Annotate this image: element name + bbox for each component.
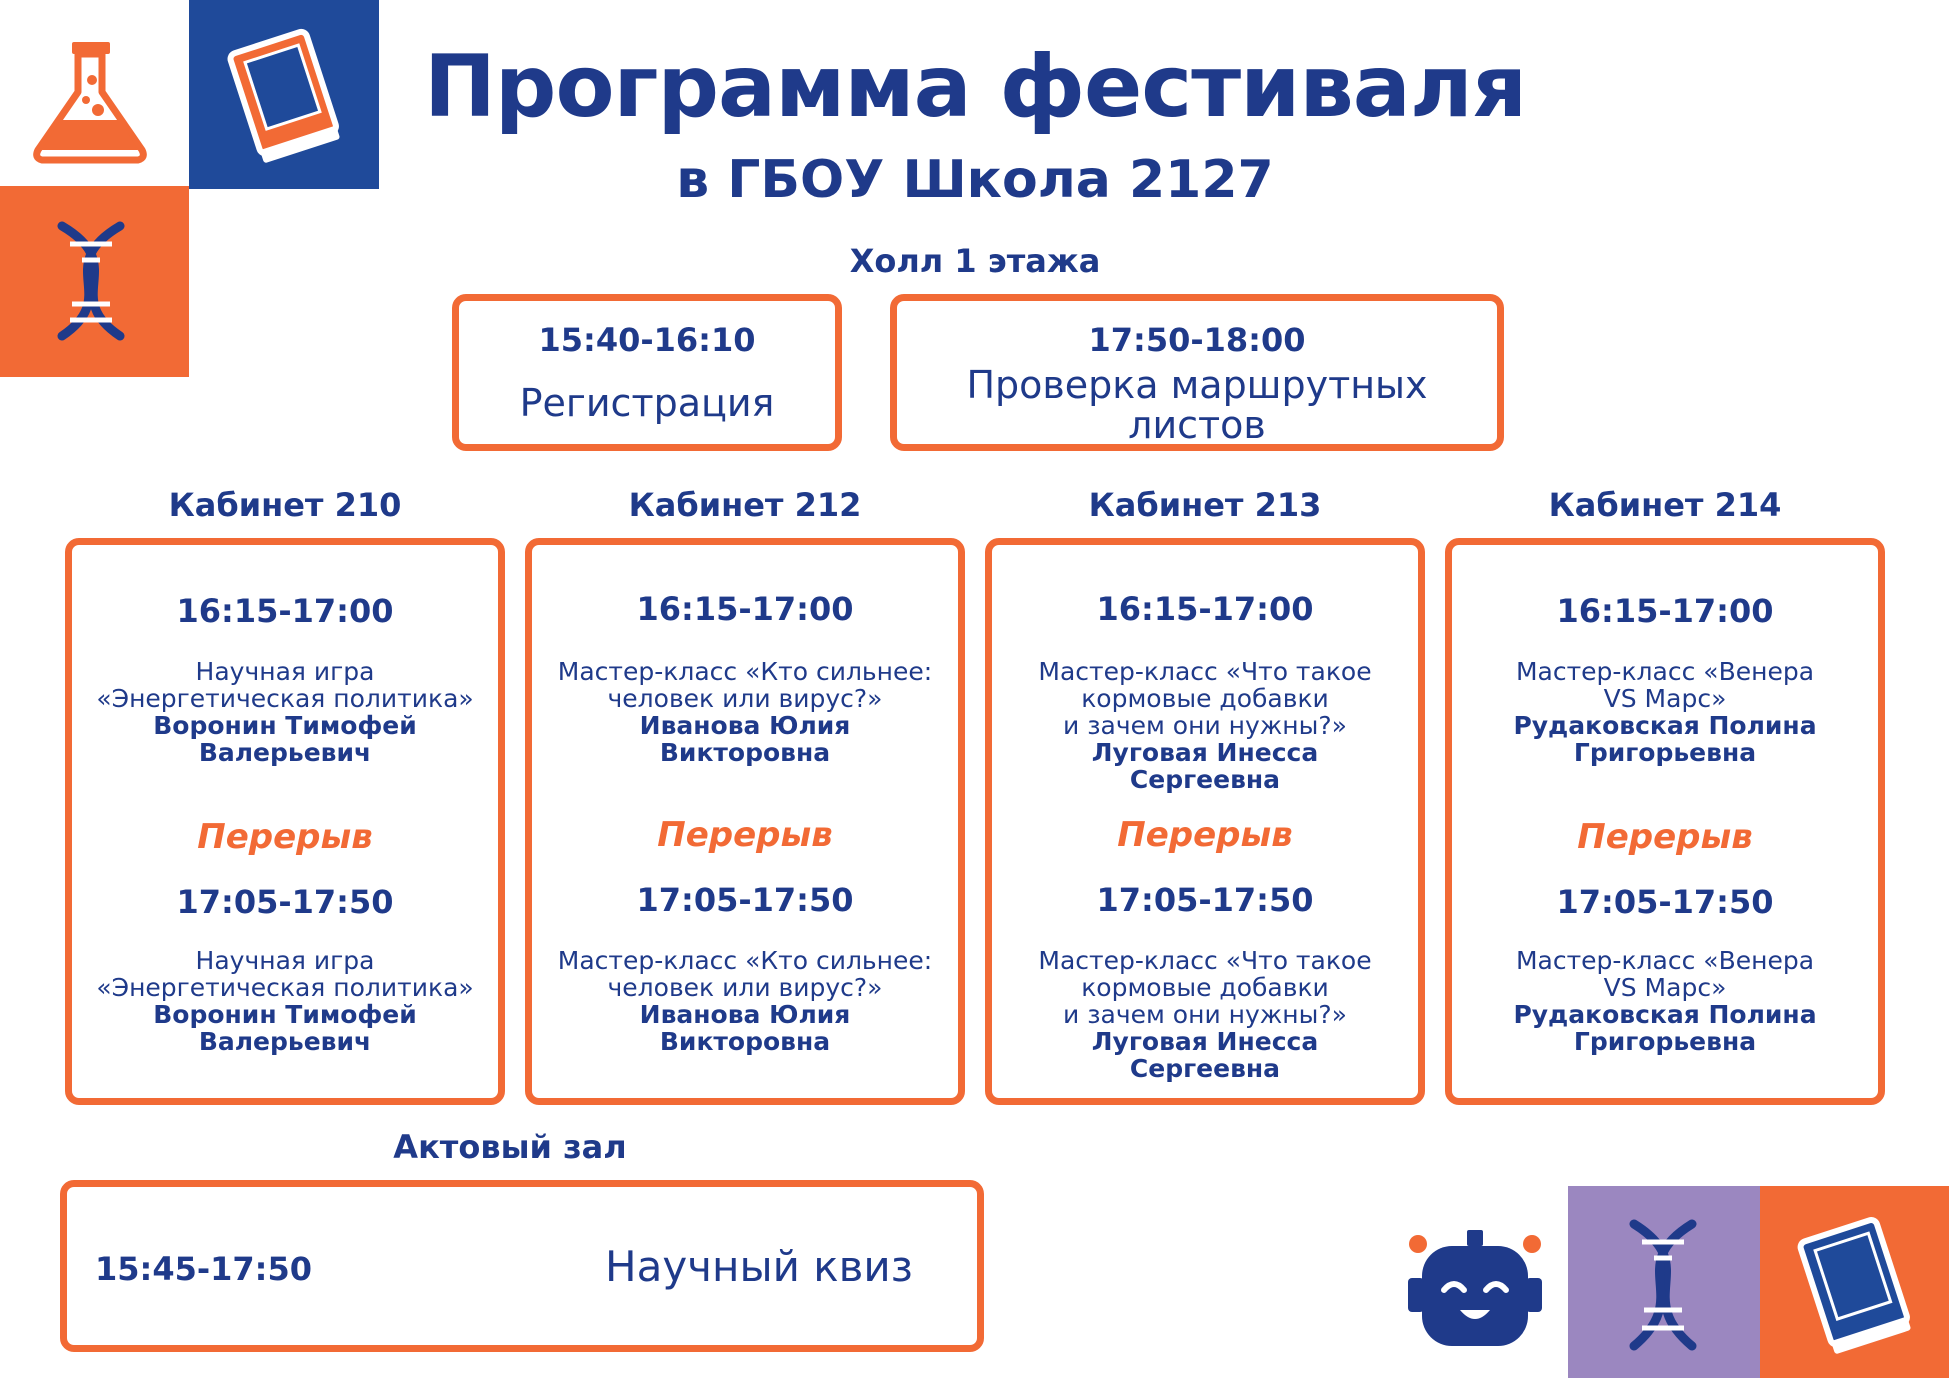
page-subtitle: в ГБОУ Школа 2127 [676,150,1274,210]
session1-desc-line1: Мастер-класс «Что такое [1038,657,1372,686]
session1-name-line1: Воронин Тимофей [153,711,417,740]
page-title: Программа фестиваля [423,37,1527,137]
session1-name-line2: Сергеевна [1129,765,1281,794]
session1-desc-line3: и зачем они нужны?» [1063,711,1347,740]
session2-time: 17:05-17:50 [1556,883,1774,921]
room-card-213 [985,538,1425,1105]
session1-time: 16:15-17:00 [636,590,854,628]
room-label-213: Кабинет 213 [1088,486,1322,524]
session2-name-line2: Валерьевич [198,1027,372,1056]
session1-desc-line2: VS Марс» [1603,684,1727,713]
session2-desc-line2: человек или вирус?» [607,973,883,1002]
session1-desc-line1: Мастер-класс «Кто сильнее: [557,657,933,686]
session1-name-line1: Рудаковская Полина [1513,711,1817,740]
session2-name-line2: Сергеевна [1129,1054,1281,1083]
break-label: Перерыв [1117,815,1293,855]
break-label: Перерыв [197,817,373,857]
session1-name-line1: Иванова Юлия [639,711,851,740]
slot-time: 15:40-16:10 [538,321,756,359]
slot-event: Регистрация [519,381,775,425]
session1-desc-line2: «Энергетическая политика» [96,684,474,713]
room-label-212: Кабинет 212 [628,486,862,524]
room-card-210 [65,538,505,1105]
room-card-214 [1445,538,1885,1105]
session2-time: 17:05-17:50 [1096,881,1314,919]
book-icon [1760,1186,1949,1378]
robot-icon [1382,1186,1568,1378]
slot-event-line2: листов [1128,403,1266,447]
session1-desc-line2: кормовые добавки [1081,684,1329,713]
session2-name-line1: Рудаковская Полина [1513,1000,1817,1029]
session2-desc-line2: «Энергетическая политика» [96,973,474,1002]
session1-name-line1: Луговая Инесса [1091,738,1319,767]
session1-name-line2: Валерьевич [198,738,372,767]
session2-desc-line2: VS Марс» [1603,973,1727,1002]
break-label: Перерыв [657,815,833,855]
session2-desc-line1: Мастер-класс «Венера [1515,946,1815,975]
session1-desc-line2: человек или вирус?» [607,684,883,713]
book-tile-orange [1760,1186,1949,1378]
hall-label: Холл 1 этажа [849,242,1101,280]
book-icon [189,0,379,189]
session2-desc-line1: Научная игра [195,946,375,975]
session1-desc-line1: Мастер-класс «Венера [1515,657,1815,686]
session2-name-line1: Иванова Юлия [639,1000,851,1029]
assembly-event: Научный квиз [605,1242,914,1291]
dna-tile [0,186,189,377]
robot-tile [1382,1186,1568,1378]
session2-name-line2: Викторовна [659,1027,831,1056]
assembly-label: Актовый зал [393,1128,627,1166]
session2-desc-line3: и зачем они нужны?» [1063,1000,1347,1029]
session2-desc-line2: кормовые добавки [1081,973,1329,1002]
break-label: Перерыв [1577,817,1753,857]
session1-name-line2: Григорьевна [1573,738,1757,767]
room-card-212 [525,538,965,1105]
session2-name-line2: Григорьевна [1573,1027,1757,1056]
room-label-214: Кабинет 214 [1548,486,1782,524]
hall-slot-registration [452,294,842,451]
assembly-time: 15:45-17:50 [95,1250,312,1288]
session1-time: 16:15-17:00 [176,592,394,630]
session2-name-line1: Воронин Тимофей [153,1000,417,1029]
session1-time: 16:15-17:00 [1096,590,1314,628]
session2-time: 17:05-17:50 [176,883,394,921]
session1-time: 16:15-17:00 [1556,592,1774,630]
session2-desc-line1: Мастер-класс «Что такое [1038,946,1372,975]
book-tile [189,0,379,189]
dna-icon [0,186,189,377]
session2-desc-line1: Мастер-класс «Кто сильнее: [557,946,933,975]
flask-tile [0,0,189,186]
session2-name-line1: Луговая Инесса [1091,1027,1319,1056]
room-label-210: Кабинет 210 [168,486,402,524]
session1-name-line2: Викторовна [659,738,831,767]
dna-icon [1568,1186,1760,1378]
session1-desc-line1: Научная игра [195,657,375,686]
slot-time: 17:50-18:00 [1088,321,1306,359]
assembly-slot [60,1180,984,1352]
flask-icon [0,0,189,186]
session2-time: 17:05-17:50 [636,881,854,919]
hall-slot-route-check [890,294,1504,451]
slot-event-line1: Проверка маршрутных [966,363,1428,407]
dna-tile-purple [1568,1186,1760,1378]
